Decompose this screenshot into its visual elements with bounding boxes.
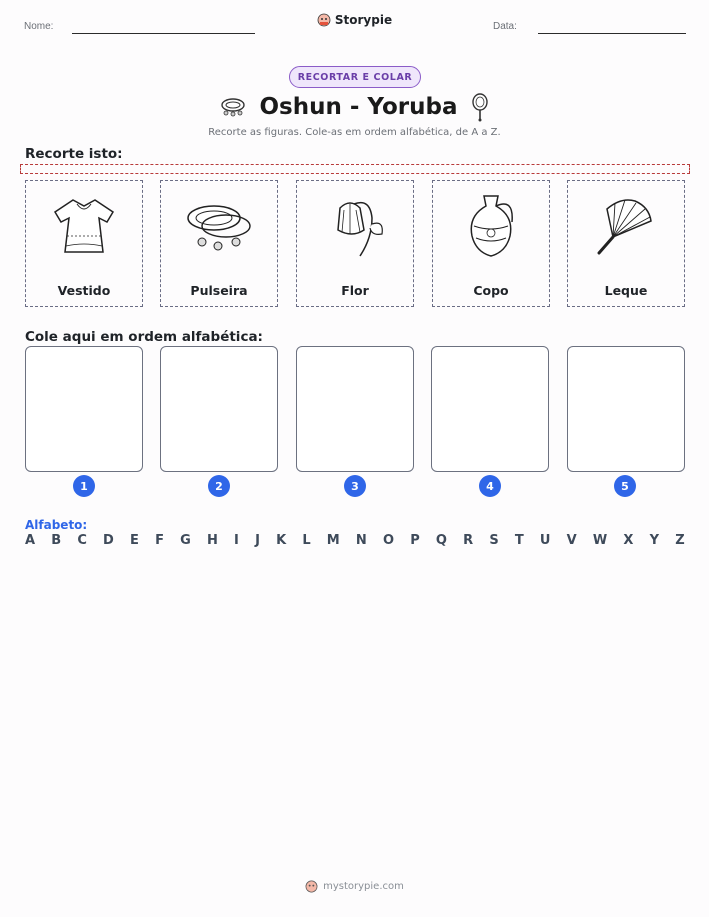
alphabet-letter: A bbox=[25, 533, 36, 548]
alphabet-letter: P bbox=[410, 533, 420, 548]
alphabet-letter: K bbox=[276, 533, 287, 548]
card-label: Flor bbox=[341, 283, 369, 298]
cut-card-vestido[interactable] bbox=[25, 180, 143, 307]
alphabet-letter: G bbox=[180, 533, 191, 548]
alphabet-letter: N bbox=[355, 533, 367, 548]
cut-heading: Recorte isto: bbox=[25, 146, 123, 162]
slot-number: 2 bbox=[208, 475, 230, 497]
paste-slot-5[interactable] bbox=[567, 346, 685, 472]
cut-card-flor[interactable] bbox=[296, 180, 414, 307]
name-line[interactable] bbox=[72, 33, 255, 34]
card-label: Copo bbox=[473, 283, 509, 298]
alphabet-letter: Y bbox=[649, 533, 660, 548]
slot-number: 4 bbox=[479, 475, 501, 497]
alphabet-letter: U bbox=[539, 533, 551, 548]
name-label: Nome: bbox=[24, 21, 54, 32]
alphabet-letter: Q bbox=[435, 533, 447, 548]
paste-heading: Cole aqui em ordem alfabética: bbox=[25, 329, 263, 345]
footer-url[interactable]: mystorypie.com bbox=[323, 881, 404, 892]
storypie-mascot-icon bbox=[305, 880, 318, 893]
bracelet-decor-icon bbox=[220, 96, 246, 118]
alphabet-row bbox=[25, 533, 685, 548]
activity-badge: RECORTAR E COLAR bbox=[289, 66, 421, 88]
alphabet-letter: H bbox=[206, 533, 218, 548]
alphabet-letter: F bbox=[155, 533, 164, 548]
title-row bbox=[0, 92, 709, 122]
alphabet-letter: L bbox=[302, 533, 311, 548]
cut-card-pulseira[interactable] bbox=[160, 180, 278, 307]
storypie-mascot-icon bbox=[317, 13, 331, 27]
alphabet-letter: W bbox=[592, 533, 608, 548]
paste-slot-3[interactable] bbox=[296, 346, 414, 472]
paste-slot-2[interactable] bbox=[160, 346, 278, 472]
fan-icon bbox=[591, 195, 661, 259]
alphabet-letter: X bbox=[623, 533, 634, 548]
paste-slot-1[interactable] bbox=[25, 346, 143, 472]
bracelet-icon bbox=[184, 198, 254, 256]
dress-icon bbox=[49, 196, 119, 258]
paste-slot-4[interactable] bbox=[431, 346, 549, 472]
card-label: Vestido bbox=[57, 283, 111, 298]
brand-name: Storypie bbox=[334, 13, 393, 27]
alphabet-letter: O bbox=[382, 533, 395, 548]
alphabet-letter: R bbox=[463, 533, 474, 548]
card-label: Pulseira bbox=[190, 283, 248, 298]
alphabet-letter: T bbox=[514, 533, 524, 548]
alphabet-letter: M bbox=[326, 533, 340, 548]
slot-number: 3 bbox=[344, 475, 366, 497]
cut-line bbox=[20, 164, 690, 174]
slot-number: 5 bbox=[614, 475, 636, 497]
alphabet-letter: E bbox=[130, 533, 139, 548]
flower-icon bbox=[320, 194, 390, 260]
date-line[interactable] bbox=[538, 33, 686, 34]
alphabet-letter: J bbox=[255, 533, 260, 548]
alphabet-letter: B bbox=[51, 533, 62, 548]
cut-card-copo[interactable] bbox=[432, 180, 550, 307]
alphabet-heading: Alfabeto: bbox=[25, 518, 88, 532]
instructions: Recorte as figuras. Cole-as em ordem alfabética, de A a Z. bbox=[208, 127, 501, 138]
slot-number: 1 bbox=[73, 475, 95, 497]
alphabet-letter: Z bbox=[675, 533, 685, 548]
alphabet-letter: S bbox=[489, 533, 499, 548]
alphabet-letter: D bbox=[103, 533, 114, 548]
brand-logo bbox=[0, 13, 709, 27]
alphabet-letter: I bbox=[234, 533, 239, 548]
alphabet-letter: C bbox=[77, 533, 87, 548]
vase-icon bbox=[456, 192, 526, 262]
cut-card-leque[interactable] bbox=[567, 180, 685, 307]
footer bbox=[0, 880, 709, 893]
alphabet-letter: V bbox=[566, 533, 577, 548]
page-title: Oshun - Yoruba bbox=[259, 94, 458, 120]
date-label: Data: bbox=[493, 21, 517, 32]
card-label: Leque bbox=[604, 283, 648, 298]
mirror-decor-icon bbox=[471, 92, 489, 122]
